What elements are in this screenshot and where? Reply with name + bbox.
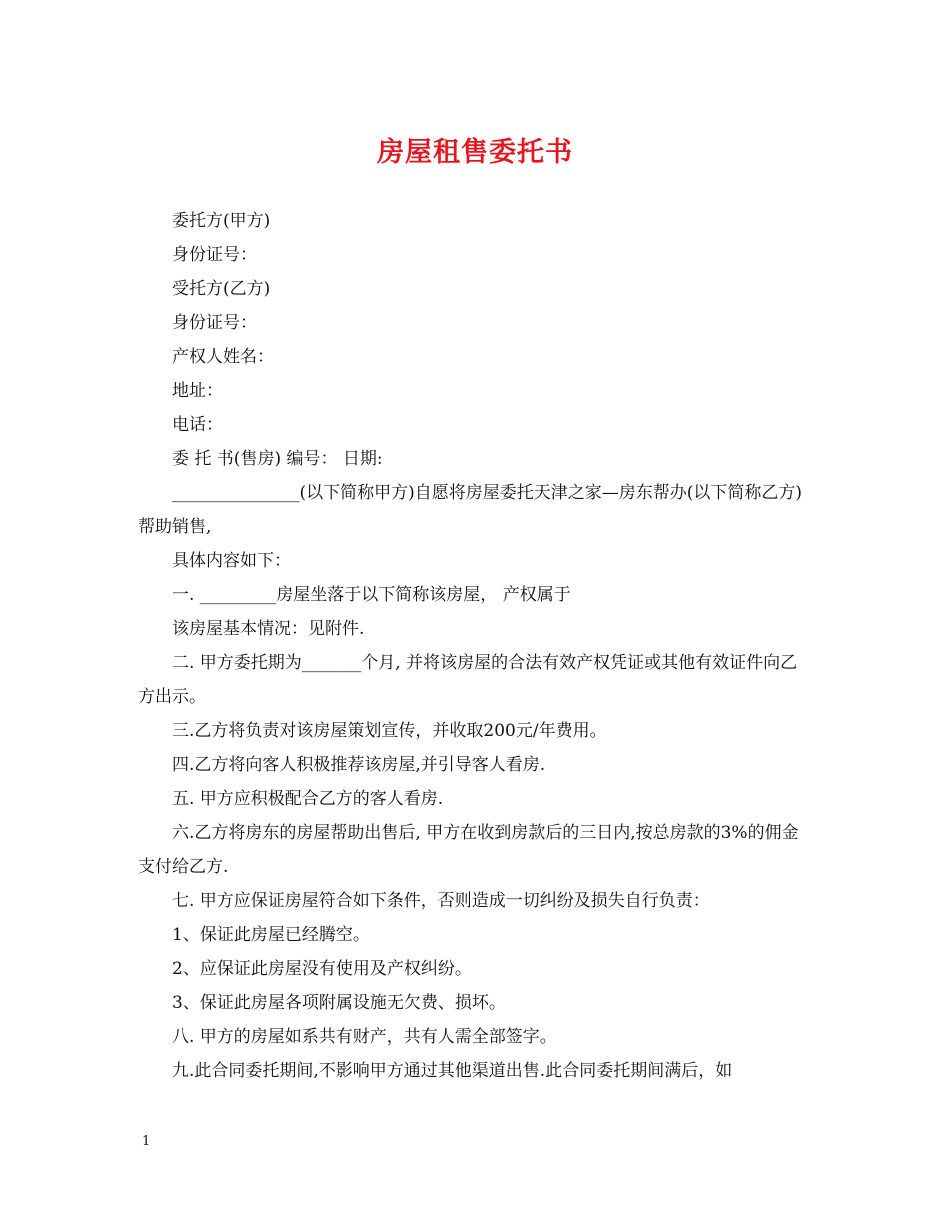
paragraph-clause-4: 四.乙方将向客人积极推荐该房屋,并引导客人看房.: [172, 755, 546, 775]
paragraph-clause-5: 五. 甲方应积极配合乙方的客人看房.: [172, 789, 444, 809]
paragraph-principal: 委托方(甲方): [172, 211, 271, 231]
paragraph-intro: _______________(以下简称甲方)自愿将房屋委托天津之家—房东帮办(以下简称乙方)帮助销售,: [138, 483, 803, 537]
paragraph-clause-1-detail: 该房屋基本情况：见附件.: [172, 619, 365, 639]
paragraph-clause-7: 七. 甲方应保证房屋符合如下条件，否则造成一切纠纷及损失自行负责：: [172, 891, 710, 911]
paragraph-owner-name: 产权人姓名：: [172, 347, 274, 367]
paragraph-clause-9: 九.此合同委托期间,不影响甲方通过其他渠道出售.此合同委托期间满后，如: [172, 1061, 733, 1081]
document-title: 房屋租售委托书: [377, 137, 573, 168]
page-number: 1: [142, 1134, 151, 1149]
document-body: [138, 204, 814, 1088]
paragraph-heading-number-date: 委 托 书(售房) 编号： 日期:: [172, 449, 383, 469]
paragraph-content-lead: 具体内容如下：: [172, 551, 291, 571]
paragraph-clause-6: 六.乙方将房东的房屋帮助出售后, 甲方在收到房款后的三日内,按总房款的3%的佣金支付给乙方.: [138, 823, 799, 877]
paragraph-clause-8: 八. 甲方的房屋如系共有财产，共有人需全部签字。: [172, 1027, 557, 1047]
paragraph-clause-3: 三.乙方将负责对该房屋策划宣传，并收取200元/年费用。: [172, 721, 607, 741]
paragraph-clause-7-item-3: 3、保证此房屋各项附属设施无欠费、损坏。: [172, 993, 506, 1013]
paragraph-clause-7-item-2: 2、应保证此房屋没有使用及产权纠纷。: [172, 959, 472, 979]
paragraph-agent: 受托方(乙方): [172, 279, 271, 299]
paragraph-phone: 电话：: [172, 415, 223, 435]
paragraph-clause-7-item-1: 1、保证此房屋已经腾空。: [172, 925, 370, 945]
paragraph-principal-id: 身份证号：: [172, 245, 257, 265]
paragraph-clause-1: 一. _________房屋坐落于以下简称该房屋， 产权属于: [172, 585, 571, 605]
paragraph-agent-id: 身份证号：: [172, 313, 257, 333]
paragraph-address: 地址：: [172, 381, 223, 401]
paragraph-clause-2: 二. 甲方委托期为_______个月, 并将该房屋的合法有效产权凭证或其他有效证件向乙方出示。: [138, 653, 798, 707]
